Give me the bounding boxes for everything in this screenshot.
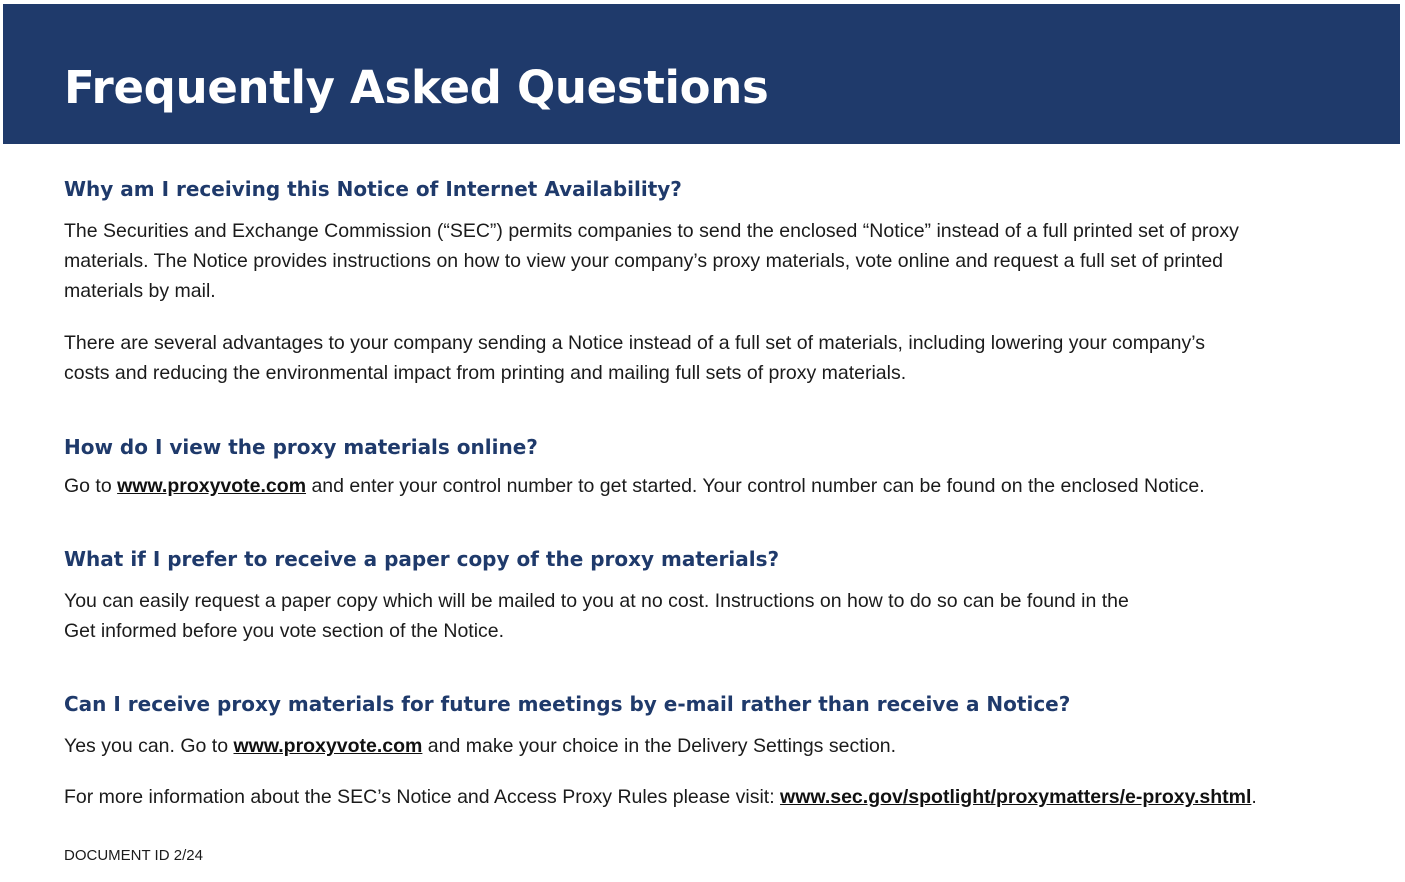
faq-answer-notice-paragraph-2: There are several advantages to your company sending a Notice instead of a full set of materials, including lowering your company’s costs and reducing the environmental impact from printing and mailing full sets of proxy materials.	[64, 332, 1206, 384]
faq-question-email: Can I receive proxy materials for future meetings by e-mail rather than receive a Notice?	[64, 692, 1071, 716]
faq-answer-notice-paragraph-1: The Securities and Exchange Commission (“SEC”) permits companies to send the enclosed “Notice” instead of a full printed set of proxy materials. The Notice provides instructions on how to view your company’s proxy materials, vote online and request a full set of printed materials by mail.	[64, 220, 1239, 302]
header-banner	[3, 4, 1400, 144]
faq-answer-view-online: Go to www.proxyvote.com and enter your control number to get started. Your control number can be found on the enclosed Notice.	[64, 475, 1205, 497]
sec-eproxy-link[interactable]: www.sec.gov/spotlight/proxymatters/e-proxy.shtml	[780, 786, 1252, 808]
page-title: Frequently Asked Questions	[64, 61, 769, 114]
proxyvote-link-2[interactable]: www.proxyvote.com	[233, 735, 423, 757]
faq-question-notice: Why am I receiving this Notice of Internet Availability?	[64, 177, 682, 201]
faq-answer-paper-copy: You can easily request a paper copy which will be mailed to you at no cost. Instructions on how to do so can be found in the Get informed before you vote section of the Notice.	[64, 590, 1129, 642]
more-info-paragraph: For more information about the SEC’s Notice and Access Proxy Rules please visit: www.sec.gov/spotlight/proxymatters/e-proxy.shtml.	[64, 786, 1257, 808]
faq-question-paper-copy: What if I prefer to receive a paper copy of the proxy materials?	[64, 547, 780, 571]
faq-question-view-online: How do I view the proxy materials online?	[64, 435, 538, 459]
document-id: DOCUMENT ID 2/24	[64, 847, 203, 864]
faq-answer-email: Yes you can. Go to www.proxyvote.com and make your choice in the Delivery Settings section.	[64, 735, 897, 757]
proxyvote-link[interactable]: www.proxyvote.com	[117, 475, 307, 497]
